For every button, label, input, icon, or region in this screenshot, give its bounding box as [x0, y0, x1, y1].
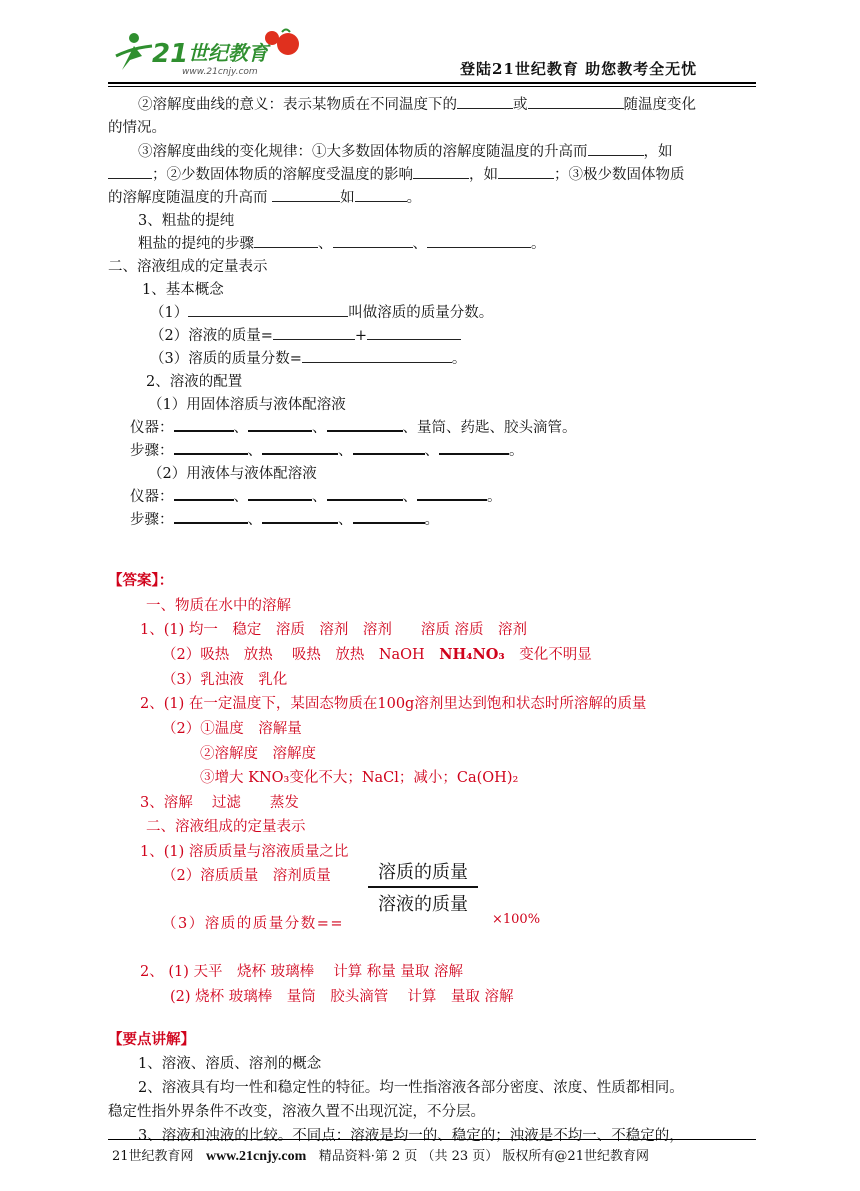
- text: 、: [402, 489, 417, 505]
- fill-blank: [353, 441, 425, 455]
- text: （2）吸热 放热 吸热 放热 NaOH: [162, 647, 440, 663]
- text: 叫做溶质的质量分数。: [348, 305, 494, 321]
- header-divider-thin: [108, 86, 756, 87]
- text: 。: [451, 351, 467, 367]
- answer-1-3: （3）乳浊液 乳化: [162, 672, 288, 688]
- text: 、: [247, 443, 262, 459]
- answer-b-1-2: （2）溶质质量 溶剂质量: [162, 868, 331, 884]
- fill-blank: [457, 96, 513, 109]
- fill-blank: [302, 350, 452, 363]
- fraction-multiplier: ×100%: [492, 912, 541, 927]
- text: ③溶解度曲线的变化规律：①大多数固体物质的溶解度随温度的升高而: [138, 144, 588, 160]
- fill-blank: [273, 327, 355, 340]
- page-footer: [112, 1145, 649, 1165]
- text: 、: [247, 512, 262, 528]
- solid-liquid-title: （1）用固体溶质与液体配溶液: [148, 397, 346, 413]
- text: 的溶解度随温度的升高而: [108, 190, 268, 206]
- fill-blank: [174, 487, 234, 501]
- fill-blank: [427, 235, 531, 248]
- svg-text:21: 21: [152, 39, 189, 69]
- text: ，如: [643, 144, 673, 160]
- text: （1）: [150, 305, 189, 321]
- text: ，如: [469, 167, 498, 183]
- answer-2-4: ③增大 KNO₃变化不大；NaCl；减小；Ca(OH)₂: [200, 770, 519, 786]
- site-logo: [112, 26, 312, 78]
- text: ；③极少数固体物质: [554, 167, 685, 183]
- steps-line-2: [130, 508, 439, 529]
- fill-blank: [248, 487, 312, 501]
- footer-url[interactable]: www.21cnjy.com: [205, 1149, 307, 1164]
- fill-blank: [272, 189, 340, 202]
- fill-blank: [355, 189, 407, 202]
- answer-b-1-3: （3）溶质的质量分数==: [162, 916, 345, 932]
- fill-blank: [174, 510, 248, 524]
- curve-rule-line-3: [108, 186, 421, 207]
- chemical-formula: NH₄NO₃: [439, 646, 505, 663]
- text: 。: [531, 236, 546, 252]
- fill-blank: [367, 327, 461, 340]
- text: ②溶解度曲线的意义：表示某物质在不同温度下的: [138, 97, 457, 113]
- fill-blank: [188, 304, 348, 317]
- text: 、: [233, 489, 248, 505]
- fill-blank: [353, 510, 425, 524]
- concept-2: [150, 324, 461, 345]
- fill-blank: [262, 510, 338, 524]
- mass-fraction-formula: [368, 858, 478, 916]
- header-slogan: 登陆21世纪教育 助您教考全无忧: [460, 60, 698, 78]
- text: 、: [318, 236, 333, 252]
- text: 、: [312, 420, 327, 436]
- fill-blank: [254, 235, 318, 248]
- curve-meaning-line: [138, 93, 696, 114]
- fill-blank: [333, 235, 413, 248]
- instruments-line-2: [130, 485, 502, 506]
- item-3-title: 3、粗盐的提纯: [138, 213, 235, 229]
- answer-section-2-title: 二、溶液组成的定量表示: [146, 819, 306, 835]
- section-2-title: 二、溶液组成的定量表示: [108, 259, 268, 275]
- answer-2-1: 2、(1) 在一定温度下，某固态物质在100g溶剂里达到饱和状态时所溶解的质量: [140, 696, 647, 712]
- instruments-line-1: [130, 416, 577, 437]
- text: 随温度变化: [623, 97, 696, 113]
- footer-site: 21世纪教育网: [112, 1149, 194, 1164]
- fill-blank: [327, 487, 403, 501]
- fill-blank: [413, 166, 469, 179]
- text: 。: [487, 489, 502, 505]
- fill-blank: [528, 96, 624, 109]
- text: 、: [338, 443, 353, 459]
- text: 仪器：: [130, 420, 174, 436]
- text: 、: [412, 236, 427, 252]
- steps-line-1: [130, 439, 524, 460]
- text: 如: [340, 190, 355, 206]
- salt-purify-steps: [138, 232, 546, 253]
- text: 。: [424, 512, 439, 528]
- text: +: [354, 328, 368, 344]
- fill-blank: [417, 487, 487, 501]
- answer-heading: 【答案】：: [108, 572, 174, 589]
- answer-2-3: ②溶解度 溶解度: [200, 746, 316, 762]
- text: 或: [513, 97, 528, 113]
- liquid-liquid-title: （2）用液体与液体配溶液: [148, 466, 317, 482]
- answer-1-1: 1、(1) 均一 稳定 溶质 溶剂 溶剂 溶质 溶质 溶剂: [140, 622, 527, 638]
- text: 仪器：: [130, 489, 174, 505]
- text: 、: [233, 420, 248, 436]
- text: 、: [312, 489, 327, 505]
- text: 。: [406, 190, 422, 206]
- keypoints-heading: 【要点讲解】: [108, 1031, 195, 1048]
- answer-b-2-1: 2、 (1) 天平 烧杯 玻璃棒 计算 称量 量取 溶解: [140, 964, 464, 980]
- concept-3: [150, 347, 466, 368]
- answer-section-1-title: 一、物质在水中的溶解: [146, 598, 291, 614]
- fill-blank: [327, 418, 403, 432]
- fill-blank: [174, 441, 248, 455]
- answer-b-2-2: (2) 烧杯 玻璃棒 量筒 胶头滴管 计算 量取 溶解: [170, 989, 514, 1005]
- text: 。: [509, 443, 524, 459]
- text: 变化不明显: [504, 647, 592, 663]
- footer-info: 精品资料·第 2 页 （共 23 页） 版权所有@21世纪教育网: [318, 1149, 649, 1164]
- text: （2）溶液的质量=: [150, 328, 273, 344]
- answer-b-1-1: 1、(1) 溶质质量与溶液质量之比: [140, 844, 349, 860]
- fraction-denominator: 溶液的质量: [378, 894, 468, 915]
- answer-3: 3、溶解 过滤 蒸发: [140, 795, 299, 811]
- text: 粗盐的提纯的步骤: [138, 236, 254, 252]
- text: 、量筒、药匙、胶头滴管。: [402, 420, 577, 436]
- fill-blank: [262, 441, 338, 455]
- text: 、: [424, 443, 439, 459]
- solution-prep-title: 2、溶液的配置: [146, 374, 243, 390]
- curve-meaning-line-2: 的情况。: [108, 120, 166, 136]
- keypoint-2: 2、溶液具有均一性和稳定性的特征。均一性指溶液各部分密度、浓度、性质都相同。: [138, 1080, 684, 1096]
- keypoint-2-cont: 稳定性指外界条件不改变，溶液久置不出现沉淀，不分层。: [108, 1104, 485, 1120]
- fill-blank: [174, 418, 234, 432]
- text: 步骤：: [130, 512, 174, 528]
- text: 步骤：: [130, 443, 174, 459]
- keypoint-1: 1、溶液、溶质、溶剂的概念: [138, 1056, 322, 1072]
- svg-text:世纪教育: 世纪教育: [188, 41, 268, 65]
- basic-concept-title: 1、基本概念: [142, 282, 224, 298]
- logo-graphic: [112, 26, 312, 78]
- fill-blank: [439, 441, 509, 455]
- header-divider: [108, 82, 756, 84]
- text: ；②少数固体物质的溶解度受温度的影响: [152, 167, 413, 183]
- text: （3）溶质的质量分数=: [150, 351, 302, 367]
- keypoint-3: 3、溶液和浊液的比较。不同点：溶液是均一的、稳定的；浊液是不均一、不稳定的，: [138, 1128, 684, 1144]
- fill-blank: [248, 418, 312, 432]
- text: 、: [338, 512, 353, 528]
- fraction-numerator: 溶质的质量: [368, 858, 478, 888]
- fill-blank: [588, 143, 644, 156]
- concept-1: [150, 301, 493, 322]
- svg-text:www.21cnjy.com: www.21cnjy.com: [182, 67, 258, 77]
- footer-divider: [108, 1139, 756, 1140]
- fill-blank: [108, 166, 152, 179]
- answer-2-2: （2）①温度 溶解量: [162, 721, 302, 737]
- fill-blank: [498, 166, 554, 179]
- curve-rule-line-2: [108, 163, 685, 184]
- curve-rule-line: [138, 140, 673, 161]
- answer-1-2: [162, 643, 592, 664]
